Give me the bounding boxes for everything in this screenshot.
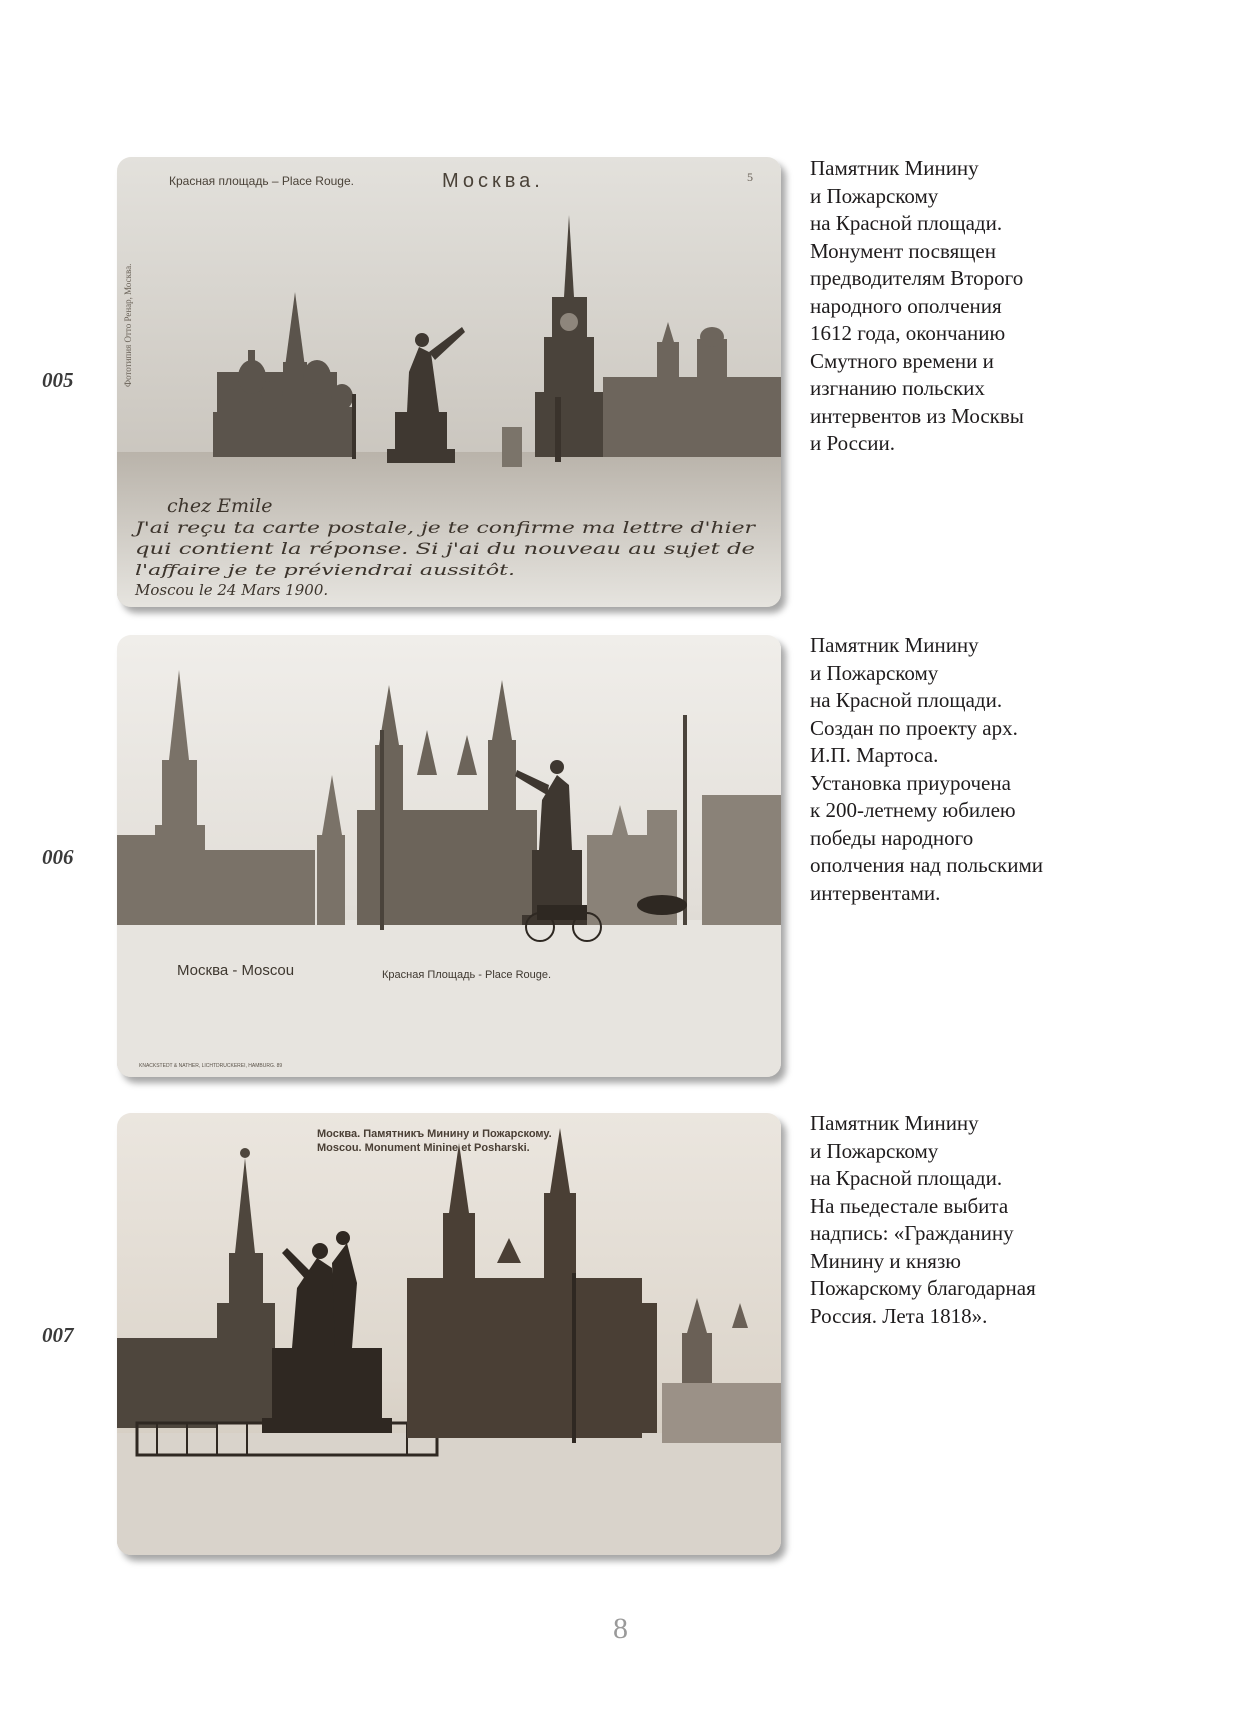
- caption-line: интервентами.: [810, 880, 941, 905]
- entry-caption: [810, 1110, 1230, 1330]
- postcard-caption-line1: Москва. Памятникъ Минину и Пожарскому.: [317, 1128, 552, 1140]
- entry-number: 007: [42, 1323, 74, 1347]
- caption-line: Памятник Минину: [810, 633, 979, 657]
- postcard-illustration: [117, 635, 781, 1077]
- caption-line: Монумент посвящен: [810, 238, 996, 263]
- postcard-image: [117, 1113, 781, 1555]
- postcard-caption-line2: Moscou. Monument Minine et Posharski.: [317, 1142, 530, 1154]
- caption-line: Минину и князю: [810, 1248, 961, 1273]
- caption-line: победы народного: [810, 825, 974, 850]
- caption-line: Памятник Минину: [810, 156, 979, 180]
- handwriting-line: l'affaire je te préviendrai aussitôt.: [135, 561, 515, 579]
- postcard-image: [117, 635, 781, 1077]
- handwriting-line: J'ai reçu ta carte postale, je te confirme ma lettre d'hier: [130, 518, 757, 537]
- postcard-publisher: KNACKSTEDT & NATHER, LICHTDRUCKEREI, HAMBURG. 89: [139, 1063, 283, 1069]
- caption-line: предводителям Второго: [810, 266, 1024, 290]
- caption-line: ополчения над польскими: [810, 853, 1044, 877]
- postcard-corner-number: 5: [747, 170, 753, 184]
- entry-007: [0, 1110, 1241, 1570]
- postcard-caption-title: Москва.: [442, 170, 544, 192]
- postcard-illustration: [117, 1113, 781, 1555]
- caption-line: и России.: [810, 431, 896, 455]
- caption-line: надпись: «Гражданину: [810, 1221, 1014, 1245]
- postcard-side-text: Фототипия Отто Ренар, Москва.: [123, 263, 133, 387]
- entry-number: 006: [42, 845, 74, 869]
- caption-line: интервентов из Москвы: [810, 403, 1024, 428]
- caption-line: И.П. Мартоса.: [810, 743, 939, 767]
- entry-number: 005: [42, 368, 74, 392]
- caption-line: Установка приурочена: [810, 770, 1011, 795]
- caption-line: и Пожарскому: [810, 660, 939, 685]
- handwriting-line: Moscou le 24 Mars 1900.: [135, 581, 329, 599]
- entry-006: [0, 632, 1241, 1092]
- caption-line: и Пожарскому: [810, 183, 939, 208]
- caption-line: Создан по проекту арх.: [810, 715, 1018, 740]
- entry-005: [0, 155, 1241, 615]
- entry-caption: [810, 632, 1230, 907]
- caption-line: и Пожарскому: [810, 1138, 939, 1163]
- caption-line: Смутного времени и: [810, 348, 994, 373]
- handwriting-line: chez Emile: [167, 495, 273, 517]
- postcard-caption-left: Москва - Moscou: [177, 962, 295, 979]
- caption-line: на Красной площади.: [810, 211, 1003, 235]
- postcard-caption-left: Красная площадь – Place Rouge.: [169, 174, 354, 188]
- caption-line: 1612 года, окончанию: [810, 321, 1006, 345]
- postcard-illustration: [117, 157, 781, 607]
- caption-line: на Красной площади.: [810, 1166, 1003, 1190]
- caption-line: народного ополчения: [810, 293, 1002, 318]
- caption-line: На пьедестале выбита: [810, 1193, 1009, 1218]
- caption-line: Россия. Лета 1818».: [810, 1303, 988, 1328]
- handwriting-line: qui contient la réponse. Si j'ai du nouveau au sujet de: [135, 539, 755, 558]
- caption-line: Пожарскому благодарная: [810, 1276, 1036, 1300]
- caption-line: изгнанию польских: [810, 376, 985, 400]
- caption-line: к 200-летнему юбилею: [810, 798, 1016, 822]
- entry-caption: [810, 155, 1230, 458]
- caption-line: на Красной площади.: [810, 688, 1003, 712]
- postcard-caption-right: Красная Площадь - Place Rouge.: [382, 969, 552, 981]
- page-number: 8: [613, 1612, 628, 1645]
- caption-line: Памятник Минину: [810, 1111, 979, 1135]
- postcard-image: [117, 157, 781, 607]
